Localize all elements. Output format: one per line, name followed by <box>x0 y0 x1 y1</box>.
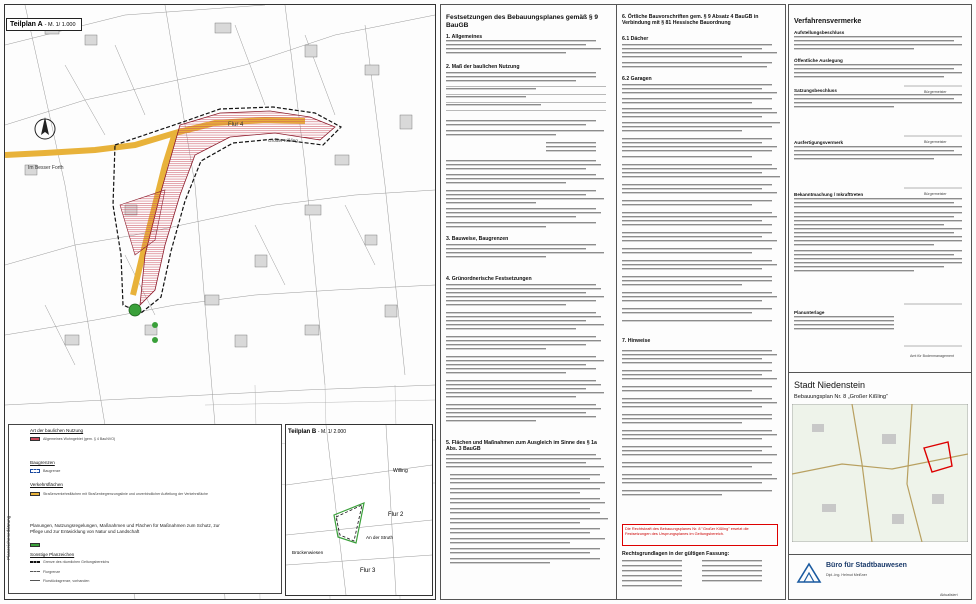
flurgrenze-swatch <box>30 571 40 573</box>
verf-bekannt: Bekanntmachung / Inkrafttreten <box>794 192 864 197</box>
map-label-struth: An der Struth <box>366 535 394 540</box>
sig-buergermeister-2: Bürgermeister <box>924 140 947 144</box>
legend-flurgrenze: Flurgrenze <box>43 570 61 574</box>
map-label-willing: Willing <box>393 468 408 474</box>
geltung-swatch <box>30 561 40 563</box>
festsetzungen-title: Festsetzungen des Bebauungsplanes gemäß § 9 BauGB <box>446 14 599 29</box>
title-rule-bottom <box>788 554 972 555</box>
verf-offenlage: Öffentliche Auslegung <box>794 58 843 63</box>
title-footer: Aktualisiert <box>940 593 958 597</box>
map-label-flur2: Flur 2 <box>388 512 404 518</box>
office-name: Büro für Stadtbauwesen <box>826 562 907 569</box>
flurstueck-swatch <box>30 580 40 582</box>
teilplan-a-titlebox <box>6 18 82 31</box>
verf-aufstellung: Aufstellungsbeschluss <box>794 30 845 35</box>
legend-flurstueck: Flurstücksgrenze, vorhanden <box>43 579 90 583</box>
legend-verkehr-hdr: Verkehrsflächen <box>30 482 63 487</box>
fest-s5: 5. Flächen und Maßnahmen zum Ausgleich im Sinne des § 1a Abs. 3 BauGB <box>446 440 597 453</box>
verf-planunterlage: Planunterlage <box>794 310 825 315</box>
oert-s7: 7. Hinweise <box>622 338 651 344</box>
verfahren-title: Verfahrensvermerke <box>794 18 862 25</box>
sig-buergermeister-1: Bürgermeister <box>924 90 947 94</box>
red-note-text: Die Rechtskraft des Bebauungsplanes Nr. 8 "Großer Kißling" ersetzt die Festsetzungen des Ursprungsplanes im Geltungsbereich. <box>625 526 749 536</box>
rechtsgrundlagen-hdr: Rechtsgrundlagen in der gültigen Fassung: <box>622 551 730 557</box>
office-person: Dipl.-Ing. Helmut Meißner <box>826 573 867 577</box>
teilplan-b-titlebox <box>288 429 346 435</box>
teilplan-b-title: Teilplan B <box>288 429 317 435</box>
teilplan-b-map <box>286 425 432 595</box>
map-label-kissing: Großer Kißling <box>268 138 298 143</box>
fest-s3: 3. Bauweise, Baugrenzen <box>446 236 509 242</box>
map-label-brueckenwiesen: Brückenwiesen <box>292 550 324 555</box>
legend-planungen-hdr: Planungen, Nutzungsregelungen, Maßnahmen und Flächen für Maßnahmen zum Schutz, zur Pflege und zur Entwicklung von Natur und Landschaft <box>30 523 220 534</box>
teilplan-b-scale: - M. 1/ 2.000 <box>317 429 346 435</box>
map-label-besser-forth: Im Besser Forth <box>28 165 64 171</box>
title-city: Stadt Niedenstein <box>794 380 866 390</box>
office-logo <box>796 560 822 586</box>
baugrenze-swatch <box>30 469 40 473</box>
legend-row-flurstueck <box>30 579 89 584</box>
legend-wa: Allgemeines Wohngebiet (gem. § 4 BauNVO) <box>43 437 116 441</box>
oert-dach: 6.1 Dächer <box>622 36 649 42</box>
verf-ausfertigung: Ausfertigungsvermerk <box>794 140 844 145</box>
legend-baugrenze: Baugrenze <box>43 469 61 473</box>
middle-columns-frame <box>440 4 786 600</box>
overview-map <box>792 404 968 542</box>
legend-row-flurgrenze <box>30 570 60 575</box>
legend-row-strasse <box>30 492 250 497</box>
green-swatch <box>30 543 40 547</box>
fest-s4: 4. Grünordnerische Festsetzungen <box>446 276 532 282</box>
legend-box <box>8 424 282 594</box>
strasse-swatch <box>30 492 40 496</box>
sig-buergermeister-3: Bürgermeister <box>924 192 947 196</box>
map-label-flur3: Flur 3 <box>360 568 376 574</box>
legend-row-baugrenze <box>30 469 60 474</box>
legend-row-wa <box>30 437 115 442</box>
fest-s2: 2. Maß der baulichen Nutzung <box>446 64 520 70</box>
oertliche-title: 6. Örtliche Bauvorschriften gem. § 9 Absatz 4 BauGB in Verbindung mit § 81 Hessische Bauordnung <box>622 14 759 27</box>
title-plan: Bebauungsplan Nr. 8 „Großer Kißling“ <box>794 394 888 400</box>
legend-row-geltung <box>30 560 109 565</box>
legend-strasse: Straßenverkehrsflächen mit Straßenbegrenzungslinie und unverbindlicher Aufteilung der Verkehrsfläche <box>43 492 209 496</box>
legend-row-green <box>30 543 43 547</box>
sig-amt: Amt für Bodenmanagement <box>910 354 954 358</box>
teilplan-a-title: Teilplan A <box>10 21 43 28</box>
verf-satzung: Satzungsbeschluss <box>794 88 837 93</box>
oert-garagen: 6.2 Garagen <box>622 76 652 82</box>
column-divider <box>616 4 617 600</box>
title-rule-top <box>788 372 972 373</box>
legend-baugrenze-hdr: Baugrenzen <box>30 460 55 465</box>
teilplan-a-scale: - M. 1/ 1.000 <box>44 22 76 28</box>
legend-sonstige-hdr: Sonstige Planzeichen <box>30 552 75 557</box>
legend-geltungsbereich: Grenze des räumlichen Geltungsbereichs <box>43 560 110 564</box>
legend-title: Planzeichenerklärung <box>6 515 11 560</box>
wa-swatch <box>30 437 40 441</box>
map-label-flur4: Flur 4 <box>228 122 244 128</box>
legend-art-nutzung: Art der baulichen Nutzung <box>30 428 84 433</box>
fest-s1: 1. Allgemeines <box>446 34 483 40</box>
